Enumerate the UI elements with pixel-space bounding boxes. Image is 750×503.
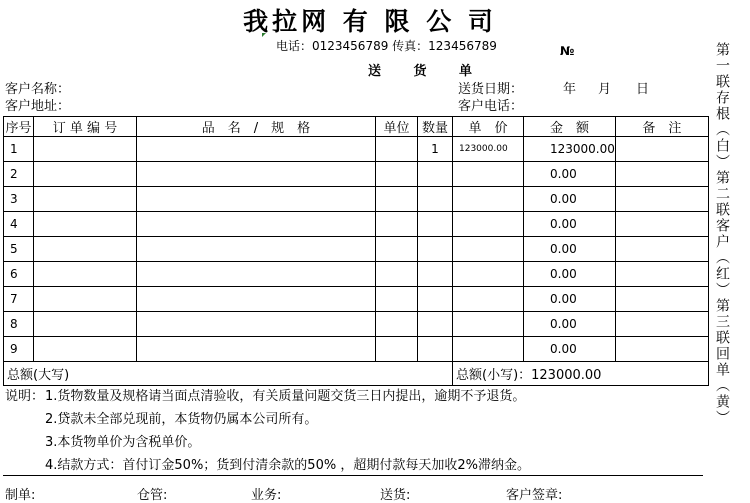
table-row — [4, 187, 709, 212]
row-unit[interactable] — [376, 162, 418, 187]
business-label: 业务: — [251, 488, 282, 503]
customer-address-label: 客户地址： — [5, 99, 71, 114]
total-upper-label: 总额(大写) — [4, 362, 453, 386]
total-row — [4, 362, 709, 386]
row-remarks[interactable] — [615, 187, 708, 212]
company-name: 我拉网 有 限 公 司 — [243, 7, 497, 36]
row-quantity[interactable]: 1 — [418, 137, 453, 162]
row-order-number[interactable] — [34, 262, 137, 287]
header-unit: 单位 — [376, 117, 418, 137]
row-order-number[interactable] — [34, 337, 137, 362]
row-index[interactable]: 6 — [4, 262, 34, 287]
row-unit[interactable] — [376, 137, 418, 162]
delivery-label: 送货: — [380, 488, 411, 503]
note-line-1: 1.货物数量及规格请当面点清验收，有关质量问题交货三日内提出，逾期不予退货。 — [45, 389, 526, 404]
row-item-spec[interactable] — [137, 287, 376, 312]
row-index[interactable]: 8 — [4, 312, 34, 337]
row-remarks[interactable] — [615, 262, 708, 287]
row-remarks[interactable] — [615, 162, 708, 187]
note-line-4: 4.结款方式：首付订金50%；货到付清余款的50% ，超期付款每天加收2%滞纳金。 — [45, 458, 530, 473]
serial-number-mark: № — [560, 44, 575, 58]
date-month: 月 — [598, 82, 612, 97]
row-remarks[interactable] — [615, 312, 708, 337]
row-unit[interactable] — [376, 337, 418, 362]
row-order-number[interactable] — [34, 137, 137, 162]
row-index[interactable]: 2 — [4, 162, 34, 187]
row-item-spec[interactable] — [137, 187, 376, 212]
row-item-spec[interactable] — [137, 312, 376, 337]
cell-marker-icon — [262, 33, 266, 37]
table-row — [4, 337, 709, 362]
row-quantity[interactable] — [418, 287, 453, 312]
row-unit-price[interactable] — [453, 262, 524, 287]
row-order-number[interactable] — [34, 212, 137, 237]
contact-info: 电话：0123456789 传真：123456789 — [276, 39, 497, 53]
row-unit[interactable] — [376, 312, 418, 337]
row-quantity[interactable] — [418, 337, 453, 362]
maker-label: 制单: — [5, 488, 36, 503]
row-index[interactable]: 4 — [4, 212, 34, 237]
date-day: 日 — [636, 82, 650, 97]
date-year: 年 — [563, 82, 577, 97]
row-amount[interactable]: 0.00 — [524, 212, 616, 237]
row-unit-price[interactable] — [453, 162, 524, 187]
notes-section — [5, 385, 530, 473]
row-unit-price[interactable] — [453, 337, 524, 362]
row-remarks[interactable] — [615, 287, 708, 312]
row-remarks[interactable] — [615, 237, 708, 262]
total-lower-value — [453, 362, 709, 386]
row-quantity[interactable] — [418, 312, 453, 337]
header-amount: 金 额 — [524, 117, 616, 137]
row-amount[interactable]: 0.00 — [524, 237, 616, 262]
row-unit-price[interactable]: 123000.00 — [453, 137, 524, 162]
table-row — [4, 287, 709, 312]
row-item-spec[interactable] — [137, 137, 376, 162]
row-amount[interactable]: 0.00 — [524, 187, 616, 212]
note-line-2: 2.贷款未全部兑现前，本货物仍属本公司所有。 — [45, 412, 318, 427]
header-unit-price: 单 价 — [453, 117, 524, 137]
row-remarks[interactable] — [615, 337, 708, 362]
row-order-number[interactable] — [34, 287, 137, 312]
row-unit[interactable] — [376, 287, 418, 312]
row-quantity[interactable] — [418, 162, 453, 187]
row-remarks[interactable] — [615, 137, 708, 162]
header-order-number: 订 单 编 号 — [34, 117, 137, 137]
table-header-row — [4, 117, 709, 137]
row-quantity[interactable] — [418, 262, 453, 287]
row-quantity[interactable] — [418, 237, 453, 262]
table-row — [4, 162, 709, 187]
customer-sign-label: 客户签章: — [506, 488, 563, 503]
total-lower-text: 总额(小写)：123000.00 — [456, 368, 602, 383]
row-item-spec[interactable] — [137, 337, 376, 362]
header-remarks: 备 注 — [615, 117, 708, 137]
header-index: 序号 — [4, 117, 34, 137]
row-index[interactable]: 7 — [4, 287, 34, 312]
row-amount[interactable]: 0.00 — [524, 287, 616, 312]
row-amount[interactable]: 0.00 — [524, 312, 616, 337]
table-row — [4, 137, 709, 162]
row-amount[interactable]: 123000.00 — [524, 137, 616, 162]
row-item-spec[interactable] — [137, 262, 376, 287]
row-unit[interactable] — [376, 237, 418, 262]
document-title: 送 货 单 — [368, 64, 487, 79]
row-unit[interactable] — [376, 212, 418, 237]
footer-divider — [3, 475, 703, 476]
note-line-3: 3.本货物单价为含税单价。 — [45, 435, 201, 450]
row-unit-price[interactable] — [453, 212, 524, 237]
customer-phone-label: 客户电话： — [458, 99, 524, 114]
row-unit[interactable] — [376, 262, 418, 287]
row-order-number[interactable] — [34, 162, 137, 187]
row-amount[interactable]: 0.00 — [524, 337, 616, 362]
row-quantity[interactable] — [418, 187, 453, 212]
row-index[interactable]: 9 — [4, 337, 34, 362]
row-remarks[interactable] — [615, 212, 708, 237]
header-item-spec: 品 名 / 规 格 — [137, 117, 376, 137]
row-order-number[interactable] — [34, 237, 137, 262]
row-order-number[interactable] — [34, 187, 137, 212]
customer-name-label: 客户名称： — [5, 82, 71, 97]
table-row — [4, 212, 709, 237]
table-row — [4, 312, 709, 337]
delivery-date-label: 送货日期： — [458, 82, 524, 97]
copy-distribution-note: 第一联存根（白）第二联客户（红）第三联回单（黄） — [714, 42, 730, 426]
row-amount[interactable]: 0.00 — [524, 262, 616, 287]
row-item-spec[interactable] — [137, 237, 376, 262]
row-order-number[interactable] — [34, 312, 137, 337]
row-amount[interactable]: 0.00 — [524, 162, 616, 187]
row-item-spec[interactable] — [137, 162, 376, 187]
row-unit-price[interactable] — [453, 187, 524, 212]
notes-label: 说明： — [5, 389, 45, 404]
row-index[interactable]: 5 — [4, 237, 34, 262]
row-unit-price[interactable] — [453, 312, 524, 337]
warehouse-label: 仓管: — [137, 488, 168, 503]
header-quantity: 数量 — [418, 117, 453, 137]
row-quantity[interactable] — [418, 212, 453, 237]
row-index[interactable]: 1 — [4, 137, 34, 162]
row-unit[interactable] — [376, 187, 418, 212]
row-index[interactable]: 3 — [4, 187, 34, 212]
row-item-spec[interactable] — [137, 212, 376, 237]
table-row — [4, 262, 709, 287]
table-row — [4, 237, 709, 262]
row-unit-price[interactable] — [453, 287, 524, 312]
row-unit-price[interactable] — [453, 237, 524, 262]
delivery-items-table — [3, 116, 709, 386]
